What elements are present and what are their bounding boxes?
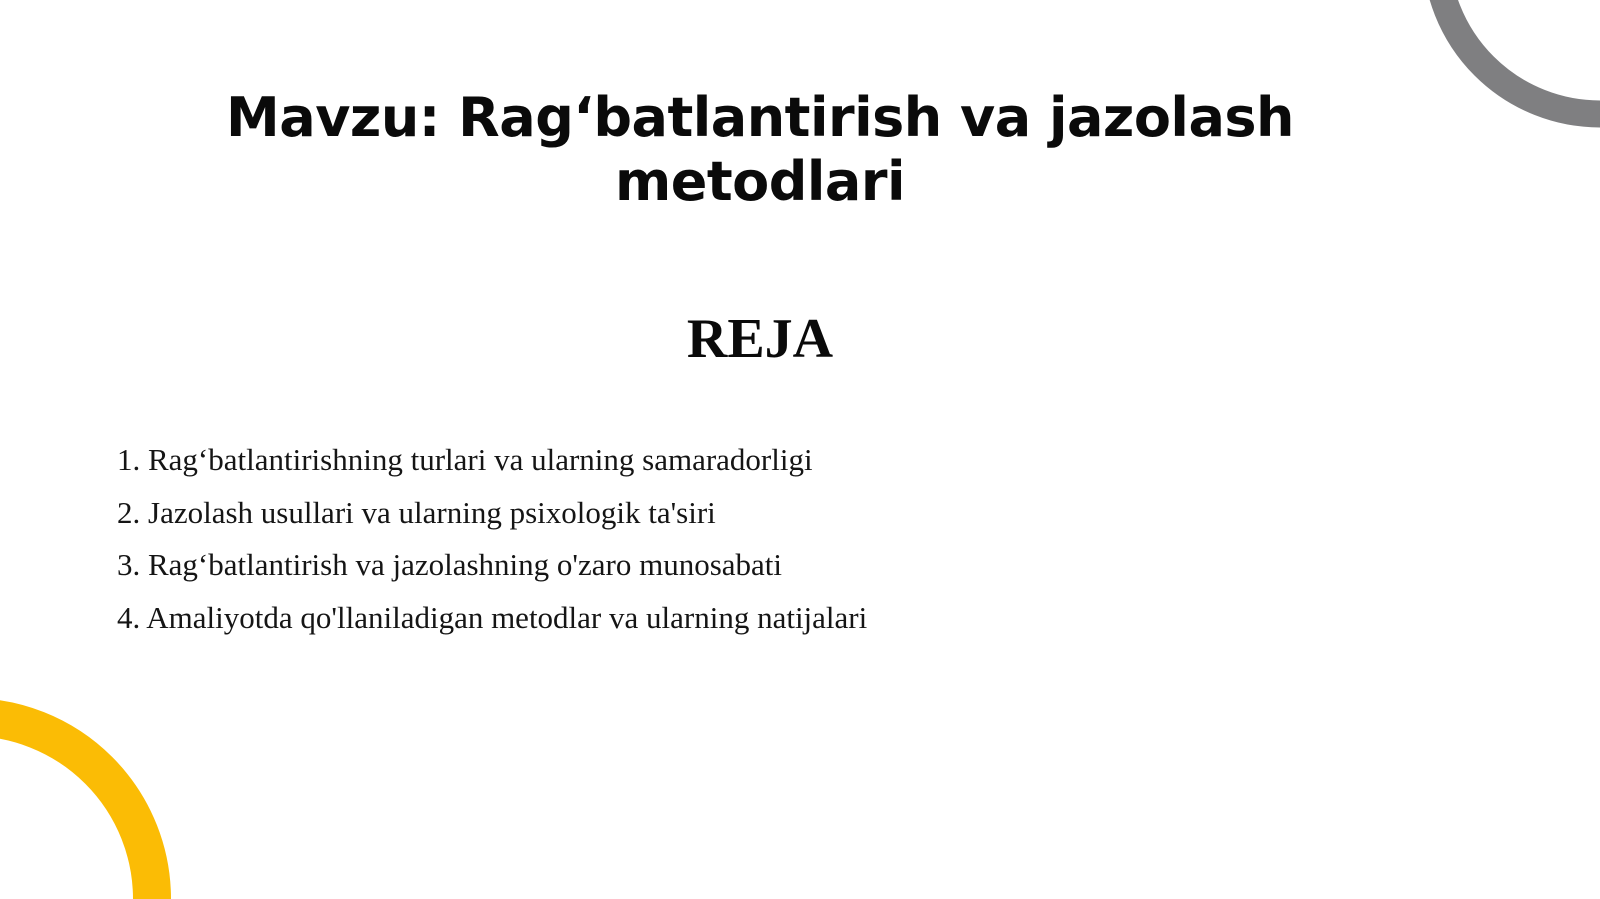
plan-item-4: 4. Amaliyotda qo'llaniladigan metodlar va ularning natijalari — [117, 599, 868, 635]
slide-title: Mavzu: Rag‘batlantirish va jazolash metodlari — [226, 86, 1294, 213]
plan-heading: REJA — [686, 308, 834, 370]
bottom-left-arc — [0, 717, 152, 899]
plan-item-1: 1. Rag‘batlantirishning turlari va ularning samaradorligi — [117, 442, 813, 477]
plan-item-2: 2. Jazolash usullari va ularning psixologik ta'siri — [117, 494, 716, 530]
top-right-arc — [1436, 0, 1600, 114]
plan-item-3: 3. Rag‘batlantirish va jazolashning o'zaro munosabati — [117, 547, 783, 582]
plan-list — [117, 434, 867, 644]
